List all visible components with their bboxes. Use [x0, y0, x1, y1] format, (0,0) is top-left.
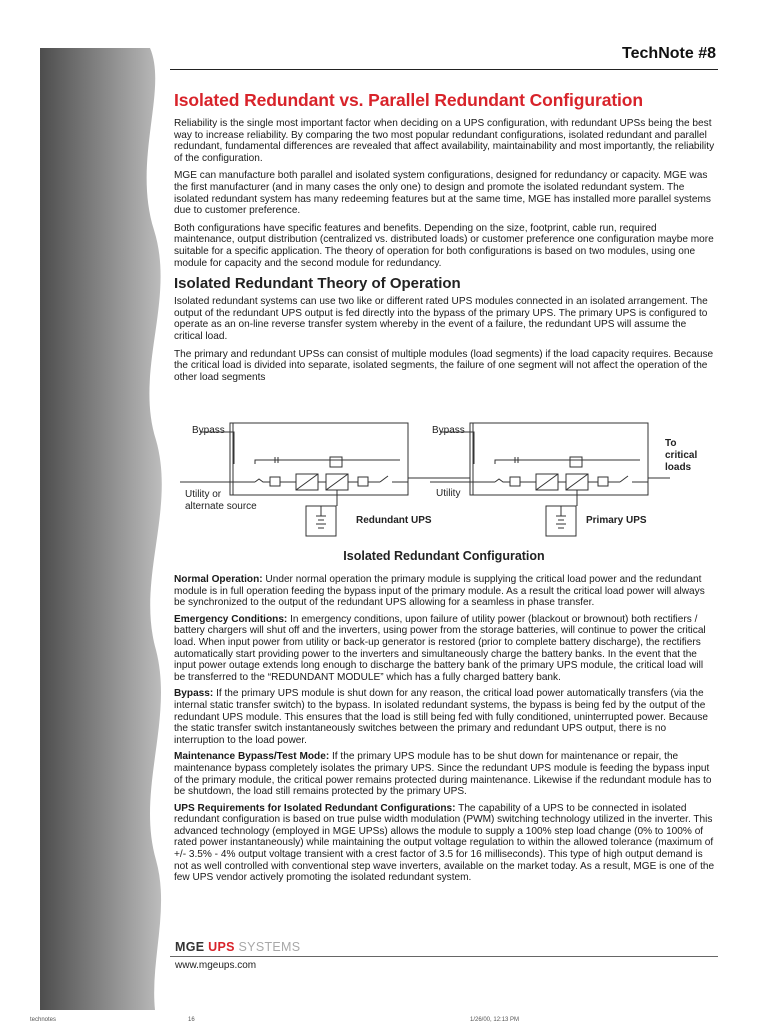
print-timestamp: 1/26/00, 12:13 PM	[470, 1017, 520, 1023]
operation-sections	[174, 574, 716, 889]
intro-paragraph-1: Reliability is the single most important factor when deciding on a UPS configuration, with redundant UPSs being the best way to increase reliability. By comparing the two most popular redundant configurations, isolated redundant and parallel redundant, fundamental differences are revealed that affect availability, maintainability and most importantly, the reliability of the configuration.	[174, 118, 715, 164]
section-label: UPS Requirements for Isolated Redundant Configurations:	[174, 802, 456, 814]
section-text: Under normal operation the primary module is supplying the critical load power and the redundant module is in full operation feeding the bypass input of the primary module. As a result the critical load power will always be synchronized to the output of the redundant UPS allowing for a seamless in phase transfer.	[174, 574, 705, 609]
section-bypass	[174, 688, 716, 746]
section-text: If the primary UPS module is shut down for any reason, the critical load power automatically transfers (via the internal static transfer switch) to the bypass. In isolated redundant systems, the bypass is being fed by the output of the redundant UPS module. This ensures that the load is still being fed with fully conditioned, uninterrupted power. Because the static transfer switch instantaneously switches between the primary and redundant UPS output, there is no interruption to the load power.	[174, 688, 708, 746]
label-primary-ups: Primary UPS	[586, 515, 647, 526]
label-to: To	[665, 438, 677, 449]
label-bypass-right: Bypass	[432, 425, 465, 436]
print-page-number: 16	[188, 1017, 195, 1023]
website-link[interactable]: www.mgeups.com	[175, 960, 257, 971]
section-label: Emergency Conditions:	[174, 613, 288, 625]
label-utility-or: Utility or	[185, 489, 222, 500]
mge-logo	[175, 940, 300, 954]
section-text: The capability of a UPS to be connected in isolated redundant configuration is based on true pulse width modulation (PWM) switching technology utilized in the inverter. This advanced technology (employed in MGE UPSs) allows the module to supply a 100% step load change (0% to 100% of rated power instantaneously) while maintaining the output voltage regulation to within the allowed tolerance (maximum of +/- 3.5% - 4% output voltage transient with a crest factor of 3.5 for 16 milliseconds). This type of high output demand is not as well controlled with conventional step wave inverters, available on the market today. As a result, MGE is one of the few UPS vendor actively promoting the isolated redundant system.	[174, 802, 715, 884]
label-loads: loads	[665, 462, 692, 473]
print-file-name: technotes	[30, 1017, 57, 1023]
label-utility: Utility	[436, 488, 461, 499]
section-label: Bypass:	[174, 688, 214, 700]
theory-heading: Isolated Redundant Theory of Operation	[174, 275, 461, 293]
section-text: In emergency conditions, upon failure of utility power (blackout or brownout) both rectifiers / battery chargers will shut off and the inverters, using power from the storage batteries, will continue to power the critical load. When input power from utility or back-up generator is restored (prior to complete battery discharge), the rectifiers automatically start providing power to the inverters and simultaneously charge the battery banks. In the event that the input power outage extends long enough to discharge the battery bank of the primary UPS module, the critical load will be transferred to the “REDUNDANT MODULE” which has a fully charged battery bank.	[174, 613, 706, 683]
label-bypass-left: Bypass	[192, 425, 225, 436]
footer-rule	[170, 956, 718, 957]
diagram-caption: Isolated Redundant Configuration	[343, 549, 545, 563]
header-rule	[170, 69, 718, 70]
label-critical: critical	[665, 450, 698, 461]
section-text: If the primary UPS module has to be shut down for maintenance or repair, the maintenance bypass completely isolates the primary UPS. Since the redundant UPS module is feeding the bypass input of the primary module, the critical power remains protected during maintenance. Likewise if the redundant module has to be shutdown, the load still remains protected by the primary UPS.	[174, 751, 712, 798]
theory-paragraph-1: Isolated redundant systems can use two like or different rated UPS modules connected in an isolated arrangement. The output of the redundant UPS output is fed directly into the bypass of the primary UPS. The primary UPS is configured to operate as an on-line reverse transfer system whereby in the event of a failure, the redundant UPS will assume the critical load.	[174, 296, 708, 342]
logo-systems: SYSTEMS	[238, 940, 301, 954]
section-label: Maintenance Bypass/Test Mode:	[174, 751, 330, 763]
logo-mge: MGE	[175, 940, 205, 954]
isolated-redundant-diagram	[170, 420, 718, 545]
intro-paragraph-2: MGE can manufacture both parallel and isolated system configurations, designed for redundancy or capacity. MGE was the first manufacturer (and in many cases the only one) to design and promote the isolated redundant system. The isolated redundant system has many redeeming features but at the same time, MGE has installed more parallel systems due to customer preference.	[174, 170, 711, 217]
decorative-side-band	[0, 0, 170, 1024]
logo-ups: UPS	[208, 940, 235, 954]
section-emergency-conditions	[174, 614, 716, 684]
label-alternate-source: alternate source	[185, 501, 257, 512]
theory-paragraph-2: The primary and redundant UPSs can consist of multiple modules (load segments) if the load capacity requires. Because the critical load is divided into separate, isolated segments, the failure of one segment will not affect the operation of the other load segments	[174, 348, 714, 383]
section-maintenance-bypass	[174, 751, 716, 797]
section-ups-requirements	[174, 803, 716, 884]
page-title: Isolated Redundant vs. Parallel Redundant Configuration	[174, 90, 643, 110]
technote-number: TechNote #8	[622, 45, 716, 62]
main-content	[174, 90, 716, 389]
section-label: Normal Operation:	[174, 574, 263, 585]
label-redundant-ups: Redundant UPS	[356, 515, 432, 526]
section-normal-operation	[174, 574, 716, 609]
intro-paragraph-3: Both configurations have specific features and benefits. Depending on the size, footprint, cable run, required maintenance, output distribution (centralized vs. distributed loads) or customer preference one configuration maybe more suitable for a specific application. The theory of operation for both configurations is based on two modules, using one module for capacity and the second module for redundancy.	[174, 222, 714, 269]
